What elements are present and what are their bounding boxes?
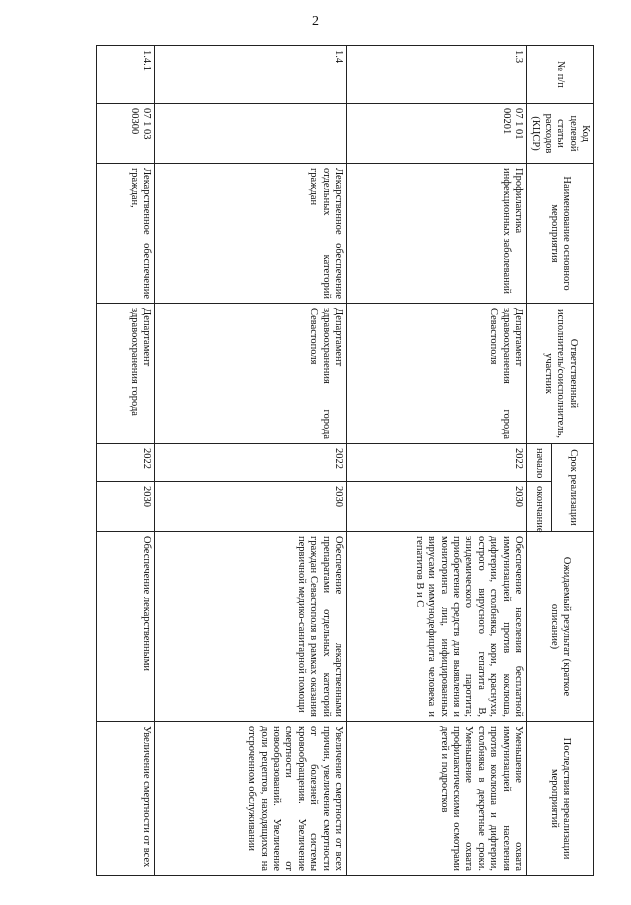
table-row xyxy=(96,46,154,876)
events-table xyxy=(96,45,594,876)
table-row xyxy=(346,46,526,876)
header-code: Код целевой статьи расходов (КЦСР) xyxy=(526,104,593,164)
rotated-table-container xyxy=(100,45,594,875)
header-result: Ожидаемый результат (краткое описание) xyxy=(526,532,593,722)
cell-responsible: Департамент здравоохранения города Севастополя xyxy=(154,304,346,444)
cell-result: Обеспечение лекарственными xyxy=(96,532,154,722)
cell-end: 2030 xyxy=(96,482,154,532)
cell-num: 1.3 xyxy=(346,46,526,104)
header-consequences: Последствия нереализации мероприятий xyxy=(526,722,593,876)
cell-consequences: Увеличение смертности от всех причин, увеличение смертности от болезней системы кровообращения. Увеличение смертности от новообразований. Увеличение доли рецептов, находящихся на отсроченном обслуживании xyxy=(154,722,346,876)
cell-name: Лекарственное обеспечение отдельных категорий граждан xyxy=(154,164,346,304)
header-responsible: Ответственный исполнитель/соисполнитель, участник xyxy=(526,304,593,444)
cell-start: 2022 xyxy=(346,444,526,482)
cell-name: Профилактика инфекционных заболеваний xyxy=(346,164,526,304)
cell-end: 2030 xyxy=(154,482,346,532)
cell-start: 2022 xyxy=(154,444,346,482)
cell-end: 2030 xyxy=(346,482,526,532)
cell-code xyxy=(154,104,346,164)
header-end: окончание xyxy=(526,482,551,532)
cell-start: 2022 xyxy=(96,444,154,482)
header-num: № п/п xyxy=(526,46,593,104)
cell-code: 07 1 01 00201 xyxy=(346,104,526,164)
header-row xyxy=(552,46,594,876)
table-row xyxy=(154,46,346,876)
cell-responsible: Департамент здравоохранения города xyxy=(96,304,154,444)
cell-responsible: Департамент здравоохранения города Севастополя xyxy=(346,304,526,444)
header-start: начало xyxy=(526,444,551,482)
header-term: Срок реализации xyxy=(552,444,594,532)
cell-num: 1.4.1 xyxy=(96,46,154,104)
cell-consequences: Уменьшение охвата иммунизацией населения против коклюша и дифтерии, столбняка в декретные сроки. Уменьшение охвата профилактическими осмотрами детей и подростков xyxy=(346,722,526,876)
cell-result: Обеспечение населения бесплатной иммунизацией против коклюша, дифтерии, столбняка, кори, краснухи, острого вирусного гепатита В, эпидемического паротита; приобретение средств для выявления и мониторинга лиц, инфицированных вирусами иммунодефицита человека и гепатитов В и С xyxy=(346,532,526,722)
cell-result: Обеспечение лекарственными препаратами отдельных категорий граждан Севастополя в рамках оказания первичной медико-санитарной помощи xyxy=(154,532,346,722)
cell-code: 07 1 03 00300 xyxy=(96,104,154,164)
page-number: 2 xyxy=(312,14,319,29)
cell-num: 1.4 xyxy=(154,46,346,104)
cell-name: Лекарственное обеспечение граждан, xyxy=(96,164,154,304)
header-name: Наименование основного мероприятия xyxy=(526,164,593,304)
cell-consequences: Увеличение смертности от всех xyxy=(96,722,154,876)
